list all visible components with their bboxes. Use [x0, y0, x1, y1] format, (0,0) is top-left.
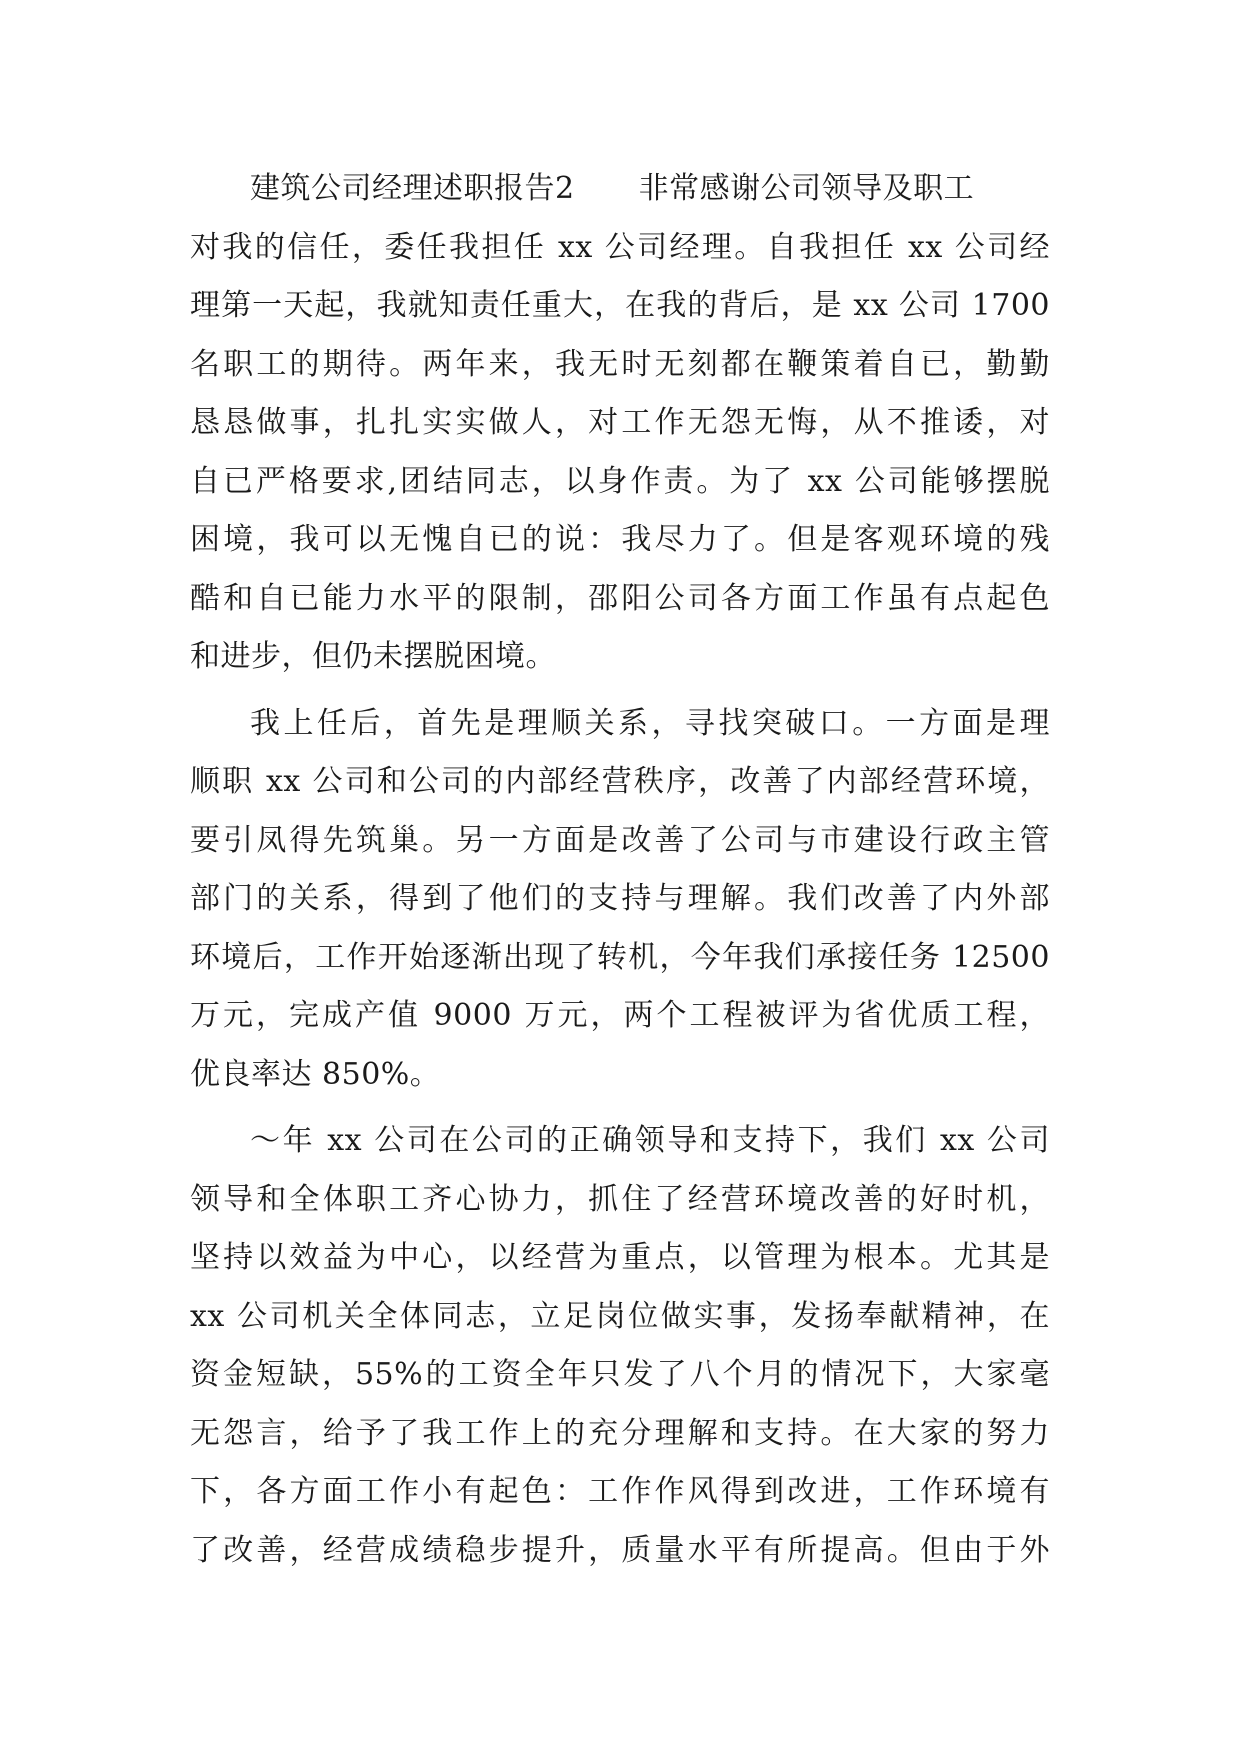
paragraph-2-line-3: 要引凤得先筑巢。另一方面是改善了公司与市建设行政主管: [190, 822, 1050, 858]
paragraph-2-line-7: 优良率达 850%。: [190, 1056, 441, 1092]
paragraph-1-line-4: 名职工的期待。两年来，我无时无刻都在鞭策着自已，勤勤: [190, 346, 1050, 382]
paragraph-1-line-5: 恳恳做事，扎扎实实做人，对工作无怨无悔，从不推诿，对: [190, 405, 1050, 440]
paragraph-2: [190, 695, 1050, 1105]
paragraph-3-line-4: xx 公司机关全体同志，立足岗位做实事，发扬奉献精神，在: [190, 1298, 1050, 1334]
paragraph-1-line-8: 酷和自已能力水平的限制，邵阳公司各方面工作虽有点起色: [190, 580, 1050, 616]
paragraph-1-line-6: 自已严格要求,团结同志，以身作责。为了 xx 公司能够摆脱: [190, 463, 1050, 499]
paragraph-1-line-7: 困境，我可以无愧自已的说：我尽力了。但是客观环境的残: [190, 522, 1050, 557]
paragraph-3: [190, 1112, 1050, 1580]
paragraph-2-line-5: 环境后，工作开始逐渐出现了转机，今年我们承接任务 12500: [190, 939, 1050, 975]
paragraph-3-line-7: 下，各方面工作小有起色：工作作风得到改进，工作环境有: [190, 1474, 1050, 1509]
paragraph-1-line-2: 对我的信任，委任我担任 xx 公司经理。自我担任 xx 公司经: [190, 229, 1050, 265]
report-title: 建筑公司经理述职报告2: [250, 171, 575, 206]
paragraph-1-line-3: 理第一天起，我就知责任重大，在我的背后，是 xx 公司 1700: [190, 288, 1050, 323]
paragraph-2-line-4: 部门的关系，得到了他们的支持与理解。我们改善了内外部: [190, 881, 1050, 916]
paragraph-3-line-5: 资金短缺，55%的工资全年只发了八个月的情况下，大家毫: [190, 1357, 1050, 1392]
document-body: [190, 160, 1050, 1580]
paragraph-1-opening: 非常感谢公司领导及职工: [638, 171, 975, 206]
paragraph-3-line-3: 坚持以效益为中心，以经营为重点，以管理为根本。尤其是: [190, 1240, 1050, 1275]
paragraph-1-line-9: 和进步，但仍未摆脱困境。: [190, 639, 556, 674]
paragraph-1-line-1: [190, 160, 1050, 219]
paragraph-3-line-2: 领导和全体职工齐心协力，抓住了经营环境改善的好时机，: [190, 1181, 1050, 1217]
paragraph-1: [190, 160, 1050, 687]
paragraph-2-line-6: 万元，完成产值 9000 万元，两个工程被评为省优质工程，: [190, 998, 1050, 1033]
paragraph-2-line-1: 我上任后，首先是理顺关系，寻找突破口。一方面是理: [250, 705, 1050, 741]
paragraph-3-line-6: 无怨言，给予了我工作上的充分理解和支持。在大家的努力: [190, 1415, 1050, 1451]
paragraph-2-line-2: 顺职 xx 公司和公司的内部经营秩序，改善了内部经营环境，: [190, 764, 1050, 799]
paragraph-3-line-8: 了改善，经营成绩稳步提升，质量水平有所提高。但由于外: [190, 1532, 1050, 1568]
paragraph-3-line-1: ～年 xx 公司在公司的正确领导和支持下，我们 xx 公司: [250, 1123, 1050, 1158]
